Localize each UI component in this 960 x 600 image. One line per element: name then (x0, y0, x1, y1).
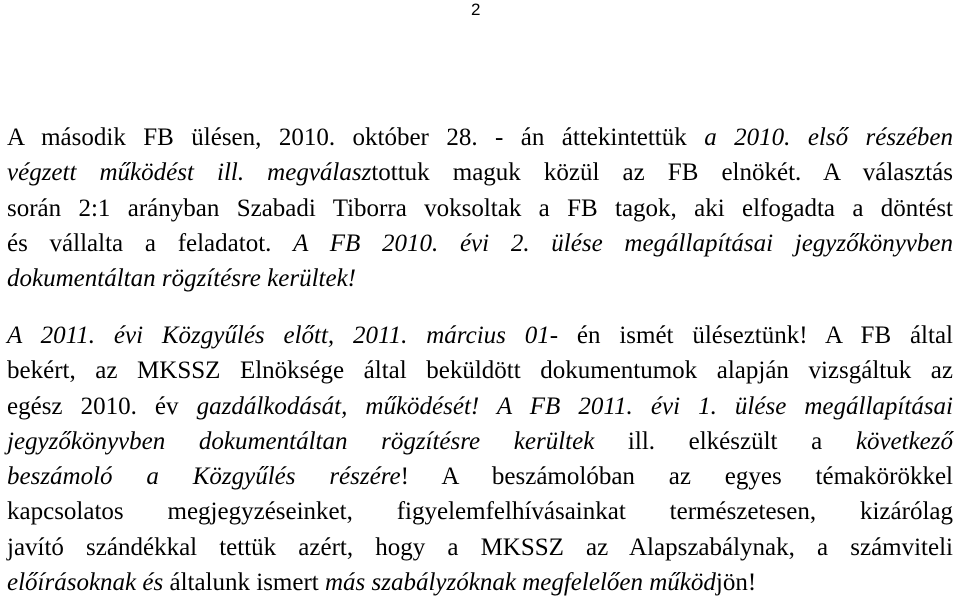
text-segment: én ismét üléseztünk! A FB által (558, 322, 953, 349)
text-line (7, 424, 953, 459)
italic-text-segment: végzett működést ill. megválasz (7, 159, 372, 187)
text-line (7, 530, 953, 565)
text-segment: egész 2010. év (7, 392, 197, 420)
italic-text-segment: jegyzőkönyvben dokumentáltan rögzítésre kerültek (7, 427, 595, 455)
italic-text-segment: dokumentáltan rögzítésre kerültek! (7, 265, 356, 293)
text-line (7, 353, 953, 388)
text-line (7, 226, 953, 261)
text-line (7, 389, 953, 424)
text-segment: ill. elkészült a (594, 427, 856, 455)
italic-text-segment: következő (855, 427, 953, 455)
italic-text-segment: gazdálkodását, működését! A FB 2011. évi 1. ülése megállapításai (196, 392, 953, 420)
text-segment: során 2:1 arányban Szabadi Tiborra voksoltak a FB tagok, aki elfogadta a döntést (7, 194, 953, 222)
text-segment: bekért, az MKSSZ Elnöksége által beküldött dokumentumok alapján vizsgáltuk az (7, 357, 953, 385)
text-line (7, 155, 953, 190)
text-line (7, 494, 953, 529)
text-segment: tottuk maguk közül az FB elnökét. A választás (371, 159, 953, 187)
text-segment: A második FB ülésen, 2010. október 28. - án áttekintettük (7, 124, 705, 151)
italic-text-segment: a 2010. első részében (704, 124, 954, 151)
text-line (7, 261, 953, 296)
paragraph-fb-second-meeting (7, 120, 953, 296)
page-number: 2 (471, 0, 481, 19)
text-line (7, 120, 953, 155)
italic-text-segment: A FB 2010. évi 2. ülése megállapításai jegyzőkönyvben (293, 229, 953, 257)
text-segment: ! A beszámolóban az egyes témakörökkel (400, 463, 953, 491)
italic-text-segment: beszámoló a Közgyűlés részére (7, 463, 401, 491)
text-segment: kapcsolatos megjegyzéseinket, figyelemfelhívásainkat természetesen, kizárólag (7, 498, 953, 526)
paragraph-fb-2011-meeting (7, 318, 953, 600)
text-line (7, 318, 953, 353)
italic-text-segment: előírásoknak és (7, 569, 164, 597)
text-segment: általunk ismert (163, 569, 325, 597)
text-line (7, 191, 953, 226)
text-segment: és vállalta a feladatot. (7, 229, 294, 257)
italic-text-segment: A 2011. évi Közgyűlés előtt, 2011. március 01- (7, 322, 559, 349)
text-line (7, 459, 953, 494)
italic-text-segment: más szabályzóknak megfelelően működ (325, 569, 716, 597)
text-segment: jön! (715, 569, 757, 597)
text-segment: javító szándékkal tettük azért, hogy a MKSSZ az Alapszabálynak, a számviteli (7, 533, 953, 561)
